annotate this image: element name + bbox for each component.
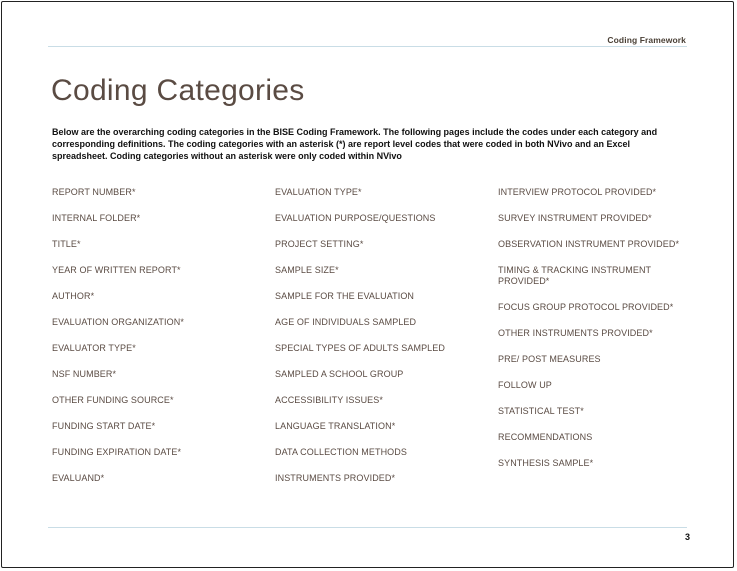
page-title: Coding Categories <box>51 74 305 107</box>
category-item: REPORT NUMBER* <box>52 187 136 197</box>
category-item: SPECIAL TYPES OF ADULTS SAMPLED <box>275 343 445 353</box>
category-item: AUTHOR* <box>52 291 95 301</box>
category-item: SAMPLED A SCHOOL GROUP <box>275 369 404 379</box>
category-item: FOCUS GROUP PROTOCOL PROVIDED* <box>498 302 674 312</box>
category-item: OTHER INSTRUMENTS PROVIDED* <box>498 328 653 338</box>
category-item: DATA COLLECTION METHODS <box>275 447 407 457</box>
category-column-2 <box>275 187 480 499</box>
category-item: SURVEY INSTRUMENT PROVIDED* <box>498 213 652 223</box>
category-item: EVALUAND* <box>52 473 105 483</box>
category-item: PROJECT SETTING* <box>275 239 364 249</box>
category-item: RECOMMENDATIONS <box>498 432 593 442</box>
category-item: FUNDING START DATE* <box>52 421 156 431</box>
category-item: ACCESSIBILITY ISSUES* <box>275 395 383 405</box>
category-item: LANGUAGE TRANSLATION* <box>275 421 396 431</box>
category-item: OTHER FUNDING SOURCE* <box>52 395 174 405</box>
footer-divider <box>48 527 687 528</box>
category-item: EVALUATION ORGANIZATION* <box>52 317 184 327</box>
category-item: PRE/ POST MEASURES <box>498 354 601 364</box>
category-item: SYNTHESIS SAMPLE* <box>498 458 594 468</box>
category-item: EVALUATION PURPOSE/QUESTIONS <box>275 213 436 223</box>
category-item: AGE OF INDIVIDUALS SAMPLED <box>275 317 417 327</box>
category-item: STATISTICAL TEST* <box>498 406 584 416</box>
category-item: TITLE* <box>52 239 81 249</box>
category-item: EVALUATION TYPE* <box>275 187 362 197</box>
category-item: EVALUATOR TYPE* <box>52 343 136 353</box>
document-page <box>1 1 734 568</box>
header-divider <box>48 46 687 47</box>
category-item: NSF NUMBER* <box>52 369 117 379</box>
category-item: INTERNAL FOLDER* <box>52 213 141 223</box>
category-item: SAMPLE FOR THE EVALUATION <box>275 291 415 301</box>
page-number: 3 <box>684 532 690 542</box>
category-item: SAMPLE SIZE* <box>275 265 339 275</box>
category-item: FOLLOW UP <box>498 380 552 390</box>
category-item: YEAR OF WRITTEN REPORT* <box>52 265 181 275</box>
category-item: OBSERVATION INSTRUMENT PROVIDED* <box>498 239 680 249</box>
category-item: TIMING & TRACKING INSTRUMENT PROVIDED* <box>498 265 651 286</box>
running-header: Coding Framework <box>607 35 686 45</box>
category-column-3 <box>498 187 698 484</box>
category-column-1 <box>52 187 257 499</box>
category-item: INTERVIEW PROTOCOL PROVIDED* <box>498 187 657 197</box>
intro-paragraph: Below are the overarching coding categories in the BISE Coding Framework. The following pages include the codes under each category and corresponding definitions. The coding categories with an asterisk (*) are report level codes that were coded in both NVivo and an Excel spreadsheet. Coding categories without an asterisk were only coded within NVivo <box>52 127 658 161</box>
category-item: INSTRUMENTS PROVIDED* <box>275 473 396 483</box>
category-item: FUNDING EXPIRATION DATE* <box>52 447 182 457</box>
